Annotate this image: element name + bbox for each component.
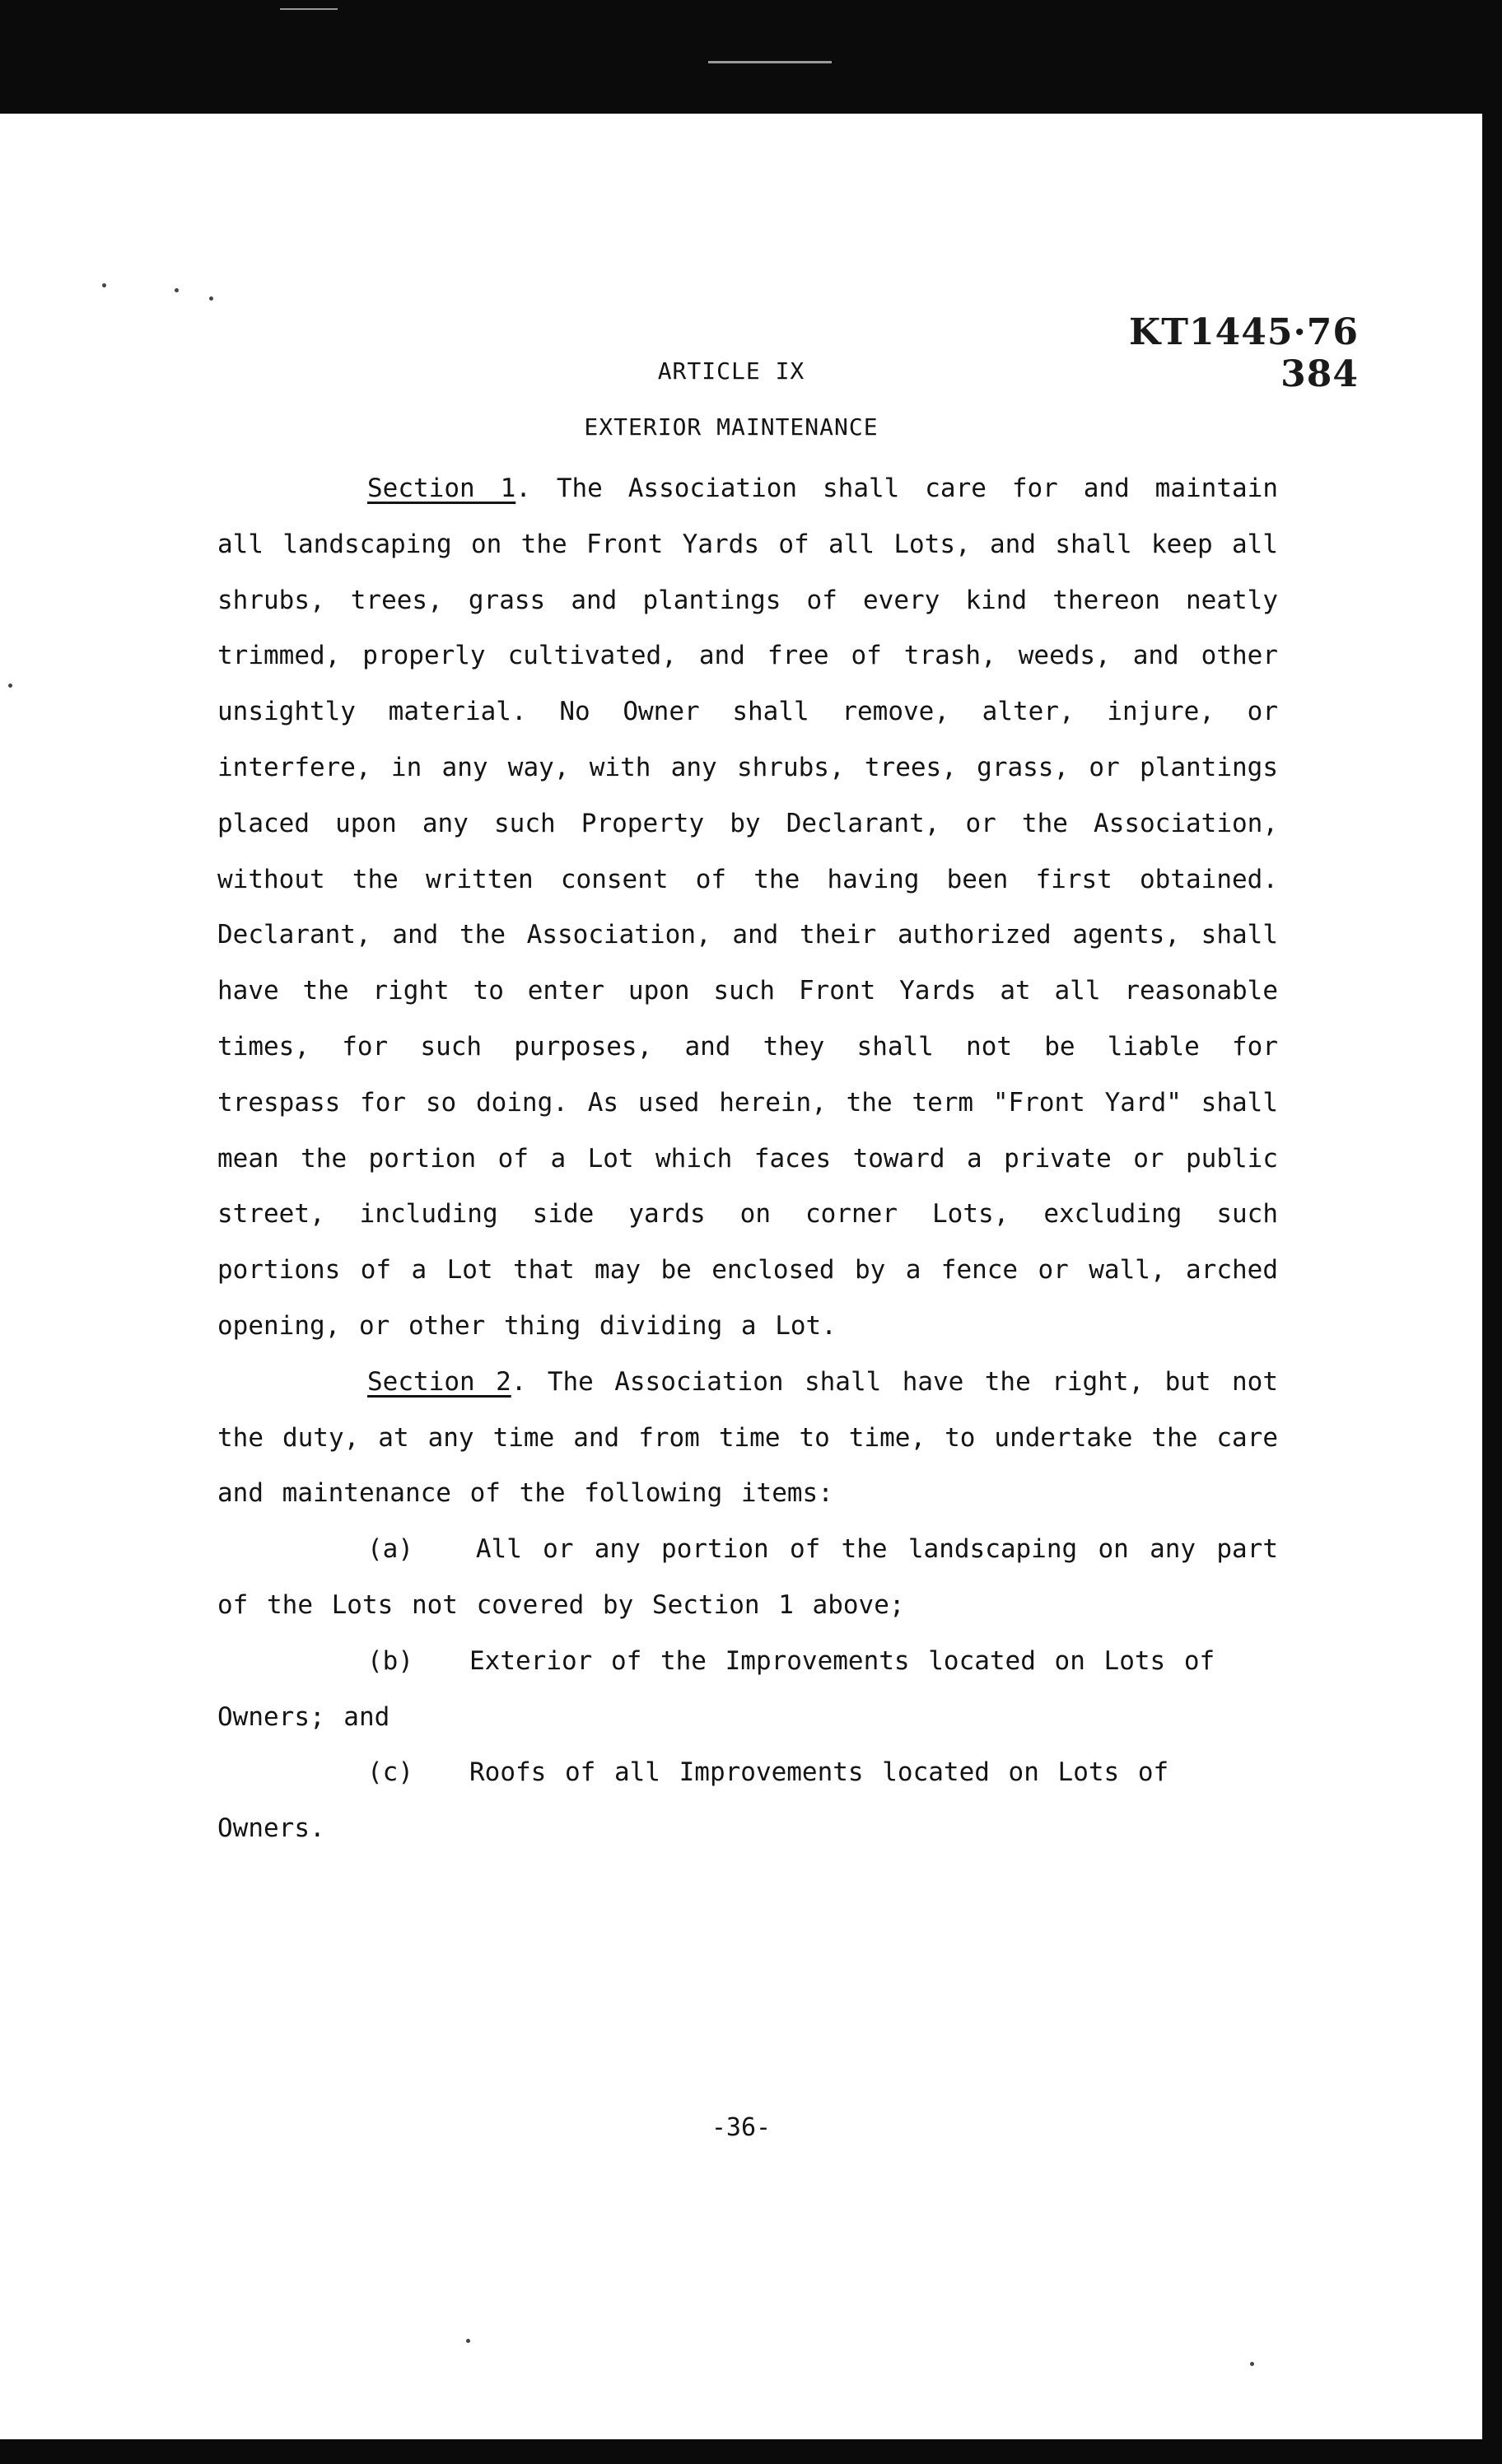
section-1-label: Section 1 xyxy=(367,474,516,503)
document-body xyxy=(217,461,1278,1857)
item-marker: (c) xyxy=(367,1757,413,1788)
section-1-text: . The Association shall care for and maintain all landscaping on the Front Yards of all Lots, and shall keep all shrubs, trees, grass and plantings of every kind thereon neatly trimmed, properly cultivated, and free of trash, weeds, and other unsightly material. No Owner shall remove, alter, injure, or interfere, in any way, with any shrubs, trees, grass, or plantings placed upon any such Property by Declarant, or the Association, without the written consent of the having been first obtained. Declarant, and the Association, and their authorized agents, shall have the right to enter upon such Front Yards at all reasonable times, for such purposes, and they shall not be liable for trespass for so doing. As used herein, the term "Front Yard" shall mean the portion of a Lot which faces toward a private or public street, including side yards on corner Lots, excluding such portions of a Lot that may be enclosed by a fence or wall, arched opening, or other thing dividing a Lot. xyxy=(217,474,1278,1341)
section-2-paragraph xyxy=(217,1355,1278,1522)
article-title: EXTERIOR MAINTENANCE xyxy=(584,413,879,441)
page-number: -36- xyxy=(711,2113,772,2142)
recording-stamp: KT1445·76 384 xyxy=(1129,311,1359,395)
item-text: All or any portion of the landscaping on any part of the Lots not covered by Section 1 above; xyxy=(217,1534,1279,1620)
section-1-paragraph xyxy=(217,461,1278,1355)
item-marker: (b) xyxy=(367,1645,413,1676)
list-item xyxy=(217,1745,1278,1857)
list-item xyxy=(217,1522,1278,1634)
list-item xyxy=(217,1634,1278,1746)
item-text: Exterior of the Improvements located on Lots of Owners; and xyxy=(217,1645,1215,1732)
section-2-label: Section 2 xyxy=(367,1366,511,1397)
item-text: Roofs of all Improvements located on Lots of Owners. xyxy=(217,1757,1169,1844)
article-heading: ARTICLE IX xyxy=(657,357,805,385)
item-marker: (a) xyxy=(367,1534,413,1565)
section-2-text: . The Association shall have the right, but not the duty, at any time and from time to time, to undertake the care and maintenance of the following items: xyxy=(217,1366,1278,1509)
